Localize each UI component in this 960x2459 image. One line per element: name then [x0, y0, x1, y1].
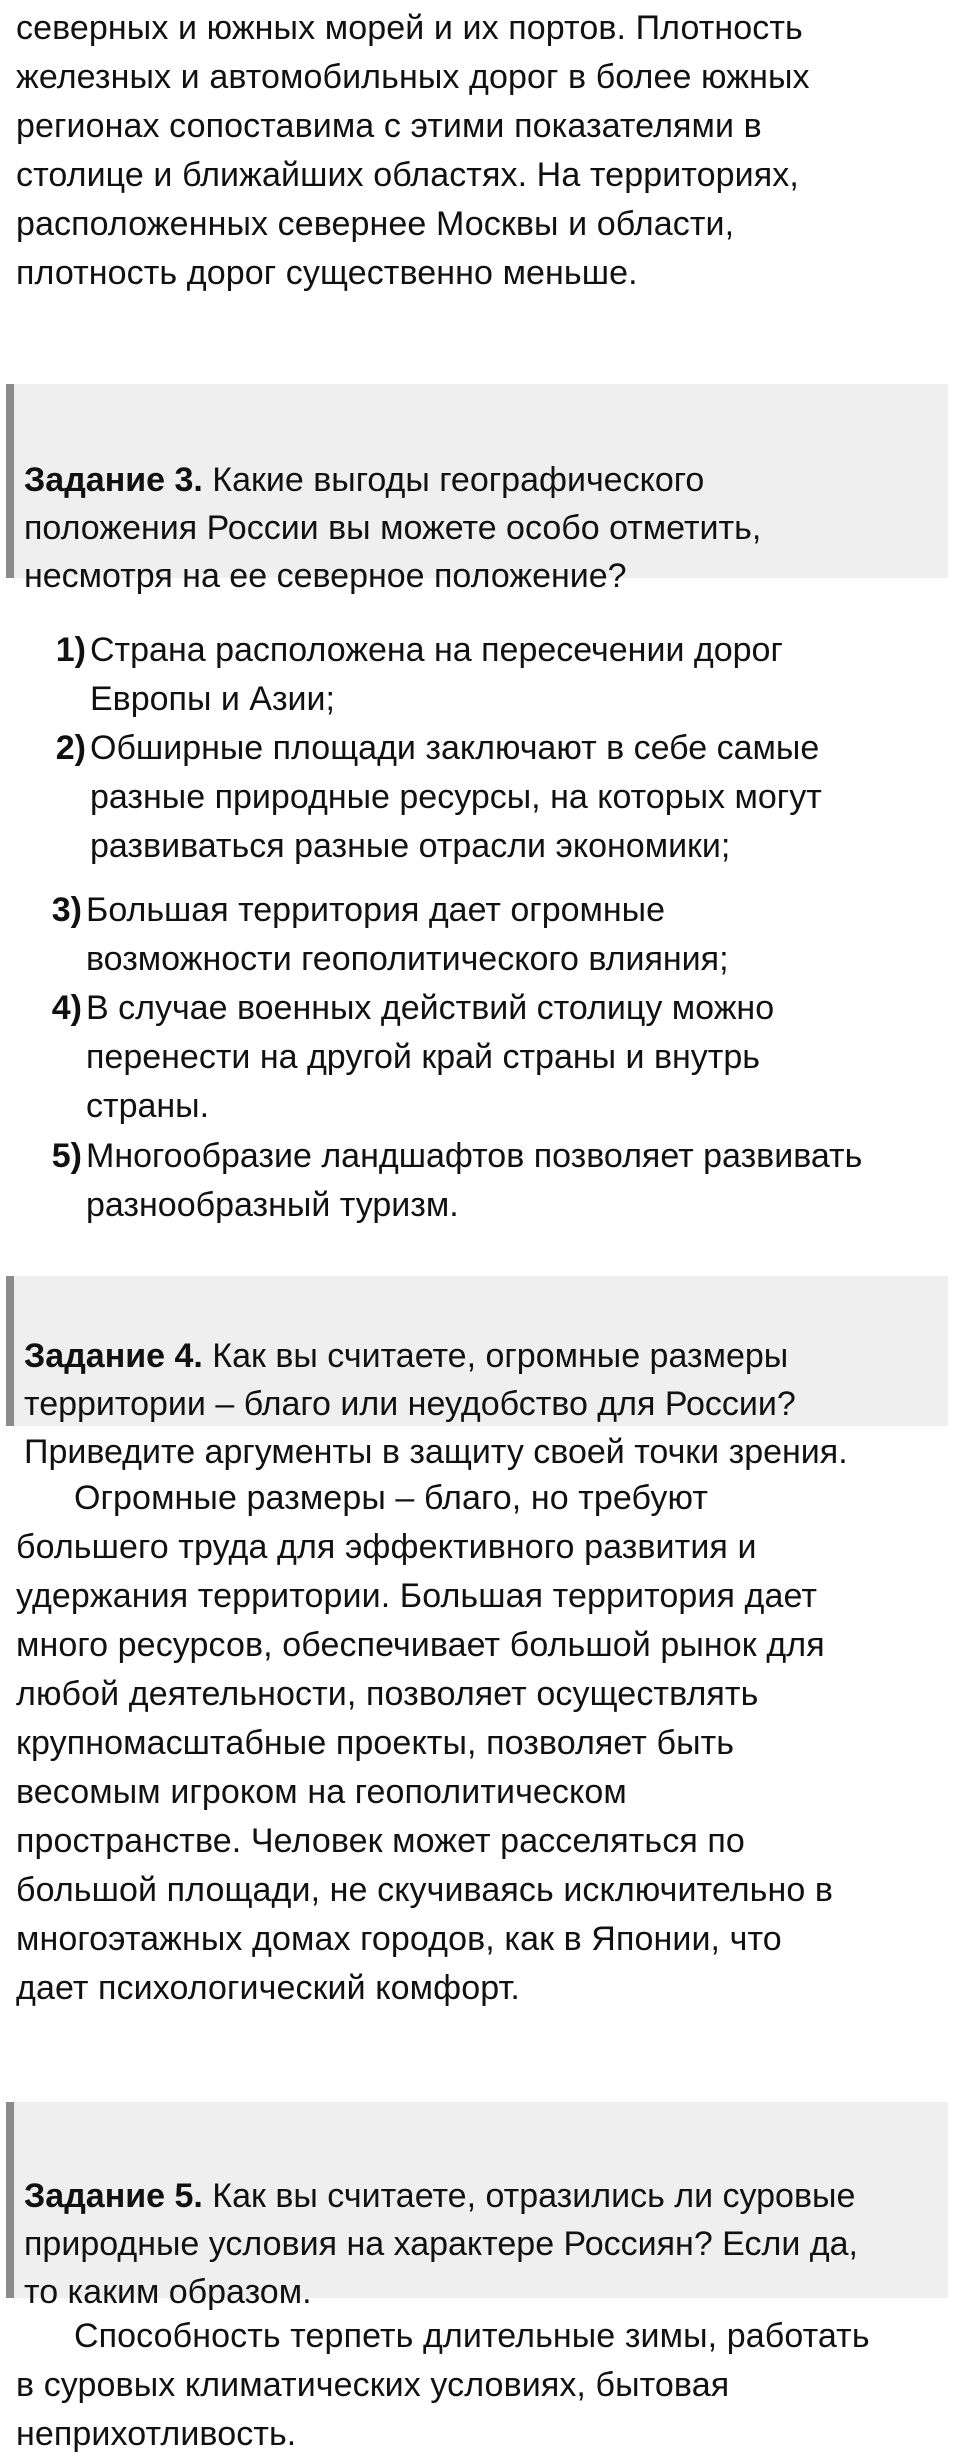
intro-paragraph: северных и южных морей и их портов. Плотность железных и автомобильных дорог в более южных регионах сопоставима с этими показателями в столице и ближайших областях. На территориях, расположенных севернее Москвы и области, плотность дорог существенно меньше. [16, 9, 810, 292]
item-number: 5) [51, 1137, 82, 1175]
task-3-box [6, 384, 948, 595]
answer-3-item-2 [18, 724, 918, 871]
task-4-box [6, 1276, 948, 1471]
task-3-question: Какие выгоды географического положения России вы можете особо отметить, несмотря на ее северное положение? [24, 461, 762, 595]
item-text: Страна расположена на пересечении дорог Европы и Азии; [90, 631, 783, 718]
answer-3-item-4 [14, 984, 914, 1131]
task-4-label: Задание 4. [24, 1337, 203, 1375]
task-5-box [6, 2102, 948, 2311]
task-5-label: Задание 5. [24, 2177, 203, 2215]
task-3-label: Задание 3. [24, 461, 203, 499]
answer-5-paragraph: Способность терпеть длительные зимы, работать в суровых климатических условиях, бытовая неприхотливость. [16, 2317, 870, 2453]
answer-3-item-5 [14, 1132, 914, 1279]
item-number: 4) [51, 989, 82, 1027]
answer-4-paragraph: Огромные размеры – благо, но требуют большего труда для эффективного развития и удержания территории. Большая территория дает много ресурсов, обеспечивает большой рынок для любой деятельности, позволяет осуществлять крупномасштабные проекты, позволяет быть весомым игроком на геополитическом пространстве. Человек может расселяться по большой площади, не скучиваясь исключительно в многоэтажных домах городов, как в Японии, что дает психологический комфорт. [16, 1479, 834, 2007]
item-number: 1) [55, 631, 86, 669]
item-number: 2) [55, 729, 86, 767]
item-text: Обширные площади заключают в себе самые разные природные ресурсы, на которых могут развиваться разные отрасли экономики; [90, 729, 822, 865]
item-text: В случае военных действий столицу можно перенести на другой край страны и внутрь страны. [86, 989, 775, 1125]
task-5-question: Как вы считаете, отразились ли суровые природные условия на характере Россиян? Если да, то каким образом. [24, 2177, 858, 2311]
item-number: 3) [51, 891, 82, 929]
item-text: Многообразие ландшафтов позволяет развивать разнообразный туризм. [86, 1137, 863, 1224]
item-text: Большая территория дает огромные возможности геополитического влияния; [86, 891, 729, 978]
task-4-question: Как вы считаете, огромные размеры территории – благо или неудобство для России? Приведите аргументы в защиту своей точки зрения. [24, 1337, 848, 1471]
